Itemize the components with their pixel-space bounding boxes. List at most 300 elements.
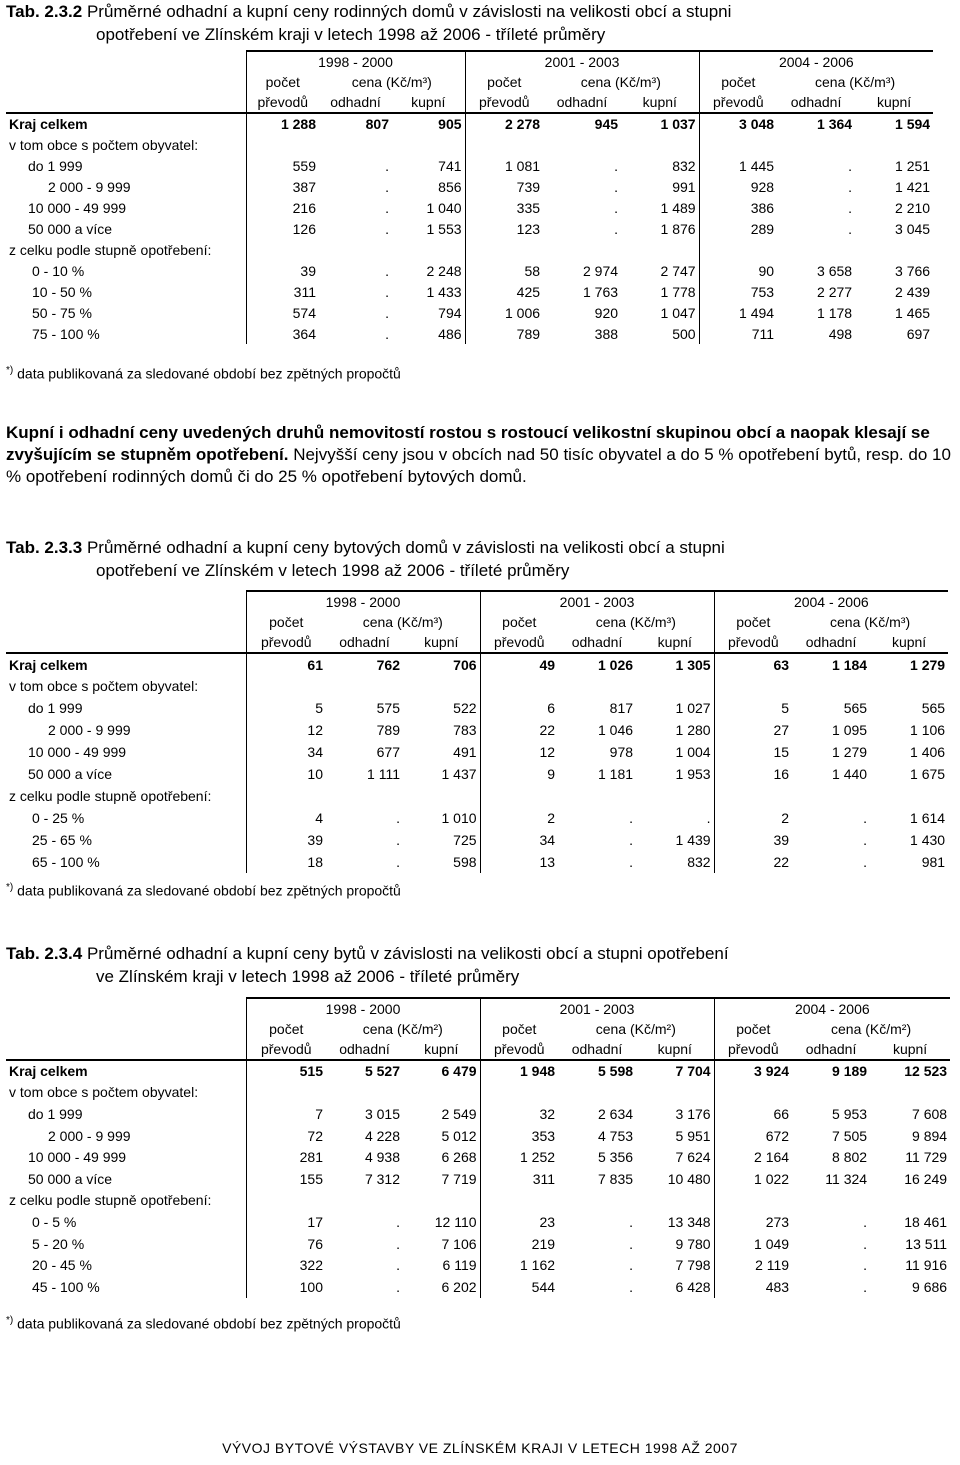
row-label: z celku podle stupně opotřebení: — [9, 788, 212, 804]
value-cell: 5 356 — [597, 1149, 634, 1166]
count-header: počet — [480, 1019, 558, 1039]
estimated-price-header: odhadní — [543, 92, 621, 113]
table-row — [6, 763, 948, 785]
value-cell: 12 110 — [434, 1213, 477, 1230]
value-cell: 672 — [714, 1125, 792, 1147]
count-header: počet — [714, 612, 792, 632]
empty-cell — [636, 675, 714, 697]
value-cell: . — [385, 304, 389, 321]
page-footer: VÝVOJ BYTOVÉ VÝSTAVBY VE ZLÍNSKÉM KRAJI V LETECH 1998 AŽ 2007 — [222, 1440, 738, 1456]
value-cell: 1 040 — [426, 199, 462, 216]
value-cell: 311 — [246, 281, 319, 302]
count-header: počet — [246, 72, 319, 92]
table-row — [6, 741, 948, 763]
value-cell: 10 480 — [667, 1170, 711, 1187]
value-cell: 4 228 — [364, 1127, 400, 1144]
value-cell: 13 348 — [667, 1213, 711, 1230]
price-unit-header: cena (Kč/m³) — [830, 614, 911, 630]
row-label: 10 000 - 49 999 — [28, 744, 127, 760]
transfers-header: převodů — [714, 1039, 792, 1060]
period-header: 2004 - 2006 — [699, 51, 933, 72]
header-periods-row — [6, 51, 933, 72]
value-cell: 7 704 — [675, 1063, 711, 1080]
empty-cell — [855, 134, 933, 155]
value-cell: . — [863, 1278, 868, 1295]
value-cell: 3 658 — [817, 262, 853, 279]
value-cell: 39 — [246, 260, 319, 281]
value-cell: 1 010 — [441, 810, 477, 826]
row-label: 5 - 20 % — [32, 1235, 85, 1252]
value-cell: 515 — [246, 1060, 326, 1082]
value-cell: . — [396, 854, 400, 870]
value-cell: . — [629, 854, 634, 870]
empty-cell — [558, 675, 636, 697]
value-cell: 1 433 — [426, 283, 462, 300]
value-cell: 1 953 — [675, 766, 711, 782]
row-label: z celku podle stupně opotřebení: — [9, 241, 212, 258]
table-row — [6, 1125, 950, 1147]
value-cell: 386 — [699, 197, 777, 218]
table-row — [6, 697, 948, 719]
value-cell: 16 — [714, 763, 792, 785]
table-row — [6, 1276, 950, 1298]
value-cell: 920 — [594, 304, 619, 321]
empty-cell — [699, 134, 777, 155]
value-cell: 7 — [246, 1103, 326, 1125]
value-cell: 1 037 — [660, 116, 696, 132]
value-cell: 5 951 — [675, 1127, 711, 1144]
section-row — [6, 1082, 950, 1104]
transfers-header: převodů — [480, 632, 558, 653]
value-cell: 9 — [480, 763, 558, 785]
value-cell: . — [706, 810, 711, 826]
header-measures-row — [6, 1019, 950, 1039]
summary-rest: Nejvyšší ceny jsou v obcích nad 50 tisíc obyvatel a do 5 % opotřebení bytů, resp. do 10 % opotřebení rodinných domů či do 25 % opotřebení bytových domů. — [6, 445, 951, 486]
value-cell: 1 027 — [675, 700, 711, 716]
row-label: 45 - 100 % — [32, 1278, 100, 1295]
value-cell: 1 440 — [832, 766, 868, 782]
value-cell: 2 549 — [441, 1105, 477, 1122]
value-cell: 364 — [246, 323, 319, 344]
table-row — [6, 1168, 950, 1190]
period-header: 2001 - 2003 — [480, 591, 714, 612]
empty-cell — [558, 1190, 636, 1212]
value-cell: 17 — [246, 1211, 326, 1233]
empty-cell — [465, 239, 543, 260]
value-cell: . — [629, 1213, 634, 1230]
estimated-price-header: odhadní — [777, 92, 855, 113]
empty-cell — [246, 785, 326, 807]
value-cell: 425 — [465, 281, 543, 302]
value-cell: 2 974 — [582, 262, 619, 279]
value-cell: 1 006 — [465, 302, 543, 323]
count-header: počet — [714, 1019, 792, 1039]
value-cell: 39 — [714, 829, 792, 851]
value-cell: 7 505 — [832, 1127, 868, 1144]
empty-cell — [870, 1190, 950, 1212]
value-cell: 7 312 — [364, 1170, 400, 1187]
estimated-price-header: odhadní — [792, 1039, 870, 1060]
value-cell: 762 — [376, 656, 400, 673]
price-unit-header: cena (Kč/m³) — [595, 614, 676, 630]
estimated-price-header: odhadní — [792, 632, 870, 653]
row-label: 10 000 - 49 999 — [28, 1149, 127, 1166]
value-cell: 4 938 — [364, 1149, 400, 1166]
value-cell: 2 210 — [895, 199, 931, 216]
table-row — [6, 281, 933, 302]
header-measures-row — [6, 612, 948, 632]
header-empty-cell — [6, 612, 246, 632]
count-header: počet — [699, 72, 777, 92]
value-cell: 12 — [480, 741, 558, 763]
header-sub-row — [6, 92, 933, 113]
empty-cell — [558, 1082, 636, 1104]
value-cell: 1 437 — [441, 766, 477, 782]
value-cell: 219 — [480, 1233, 558, 1255]
value-cell: 2 634 — [597, 1105, 634, 1122]
value-cell: 3 045 — [895, 220, 931, 237]
value-cell: . — [385, 178, 389, 195]
table3-footnote — [6, 1315, 401, 1332]
value-cell: 1 251 — [895, 157, 931, 174]
estimated-price-header: odhadní — [319, 92, 392, 113]
header-sub-row — [6, 1039, 950, 1060]
empty-cell — [792, 1190, 870, 1212]
value-cell: 7 608 — [912, 1105, 948, 1122]
value-cell: . — [396, 1213, 400, 1230]
value-cell: 7 835 — [597, 1170, 634, 1187]
value-cell: 565 — [921, 700, 946, 716]
value-cell: 794 — [438, 304, 462, 321]
value-cell: 12 523 — [904, 1063, 948, 1080]
value-cell: 559 — [246, 155, 319, 176]
value-cell: 289 — [699, 218, 777, 239]
row-label: 0 - 10 % — [32, 262, 85, 279]
value-cell: . — [396, 810, 400, 826]
header-periods-row — [6, 591, 948, 612]
empty-cell — [636, 1082, 714, 1104]
table3 — [6, 997, 950, 1298]
purchase-price-header: kupní — [636, 632, 714, 653]
transfers-header: převodů — [246, 1039, 326, 1060]
value-cell: 3 015 — [364, 1105, 400, 1122]
value-cell: 598 — [453, 854, 477, 870]
row-label: 0 - 25 % — [32, 810, 85, 826]
row-label: Kraj celkem — [9, 656, 88, 673]
value-cell: 34 — [480, 829, 558, 851]
row-label: 50 000 a více — [28, 766, 113, 782]
value-cell: 2 439 — [895, 283, 931, 300]
value-cell: 12 — [246, 719, 326, 741]
transfers-header: převodů — [480, 1039, 558, 1060]
value-cell: 311 — [480, 1168, 558, 1190]
value-cell: . — [629, 1278, 634, 1295]
table2-title-prefix: Tab. 2.3.3 — [6, 538, 83, 557]
table2-title — [6, 536, 725, 582]
value-cell: 4 753 — [597, 1127, 634, 1144]
value-cell: 1 553 — [426, 220, 462, 237]
value-cell: 1 439 — [675, 832, 711, 848]
table-row — [6, 176, 933, 197]
value-cell: 10 — [246, 763, 326, 785]
value-cell: 7 798 — [675, 1257, 711, 1274]
footnote-text: data publikovaná za sledované období bez zpětných propočtů — [17, 365, 401, 382]
transfers-header: převodů — [246, 632, 326, 653]
empty-cell — [855, 239, 933, 260]
value-cell: 335 — [465, 197, 543, 218]
value-cell: 5 012 — [441, 1127, 477, 1144]
value-cell: 61 — [246, 653, 326, 675]
table-row — [6, 302, 933, 323]
table1-title — [6, 0, 731, 46]
value-cell: 1 279 — [910, 656, 946, 673]
table-row — [6, 260, 933, 281]
table-row — [6, 323, 933, 344]
value-cell: 741 — [438, 157, 462, 174]
value-cell: 1 111 — [367, 766, 400, 782]
value-cell: 72 — [246, 1125, 326, 1147]
value-cell: 5 — [714, 697, 792, 719]
price-unit-header: cena (Kč/m³) — [362, 614, 443, 630]
value-cell: 1 876 — [660, 220, 696, 237]
value-cell: . — [863, 1257, 868, 1274]
table-row — [6, 218, 933, 239]
value-cell: 1 614 — [910, 810, 946, 826]
purchase-price-header: kupní — [403, 632, 480, 653]
section-row — [6, 785, 948, 807]
value-cell: 1 184 — [832, 656, 868, 673]
value-cell: 753 — [699, 281, 777, 302]
value-cell: 49 — [480, 653, 558, 675]
value-cell: 5 527 — [364, 1063, 400, 1080]
value-cell: 1 465 — [895, 304, 931, 321]
row-label: v tom obce s počtem obyvatel: — [9, 136, 199, 153]
period-header: 1998 - 2000 — [246, 51, 465, 72]
value-cell: 63 — [714, 653, 792, 675]
empty-cell — [870, 785, 948, 807]
value-cell: 3 176 — [675, 1105, 711, 1122]
table1-title-line2: opotřebení ve Zlínském kraji v letech 1998 až 2006 - tříleté průměry — [96, 25, 606, 44]
value-cell: 1 106 — [910, 722, 946, 738]
empty-cell — [392, 239, 465, 260]
empty-cell — [714, 1082, 792, 1104]
period-header: 2004 - 2006 — [714, 998, 950, 1019]
value-cell: . — [848, 157, 853, 174]
price-unit-header: cena (Kč/m²) — [362, 1021, 443, 1037]
value-cell: 90 — [699, 260, 777, 281]
estimated-price-header: odhadní — [558, 1039, 636, 1060]
value-cell: 1 489 — [660, 199, 696, 216]
row-label: 10 000 - 49 999 — [28, 199, 127, 216]
table1-title-prefix: Tab. 2.3.2 — [6, 2, 83, 21]
empty-cell — [246, 1190, 326, 1212]
row-label: 2 000 - 9 999 — [48, 722, 131, 738]
table2-footnote — [6, 882, 401, 899]
value-cell: 66 — [714, 1103, 792, 1125]
value-cell: . — [614, 199, 619, 216]
total-row — [6, 1060, 950, 1082]
value-cell: . — [385, 283, 389, 300]
row-label: do 1 999 — [28, 700, 83, 716]
value-cell: 981 — [921, 854, 946, 870]
value-cell: 1 288 — [246, 113, 319, 134]
value-cell: . — [396, 1278, 400, 1295]
value-cell: 7 719 — [441, 1170, 477, 1187]
row-label: v tom obce s počtem obyvatel: — [9, 1084, 199, 1101]
empty-cell — [714, 675, 792, 697]
value-cell: 387 — [246, 176, 319, 197]
value-cell: . — [863, 854, 868, 870]
value-cell: 6 — [480, 697, 558, 719]
empty-cell — [777, 134, 855, 155]
empty-cell — [319, 134, 392, 155]
value-cell: . — [396, 1235, 400, 1252]
empty-cell — [621, 239, 699, 260]
row-label: 20 - 45 % — [32, 1257, 92, 1274]
empty-cell — [543, 239, 621, 260]
value-cell: 1 364 — [817, 116, 853, 132]
value-cell: 832 — [672, 157, 696, 174]
table2-title-line2: opotřebení ve Zlínském v letech 1998 až 2006 - tříleté průměry — [96, 561, 570, 580]
purchase-price-header: kupní — [855, 92, 933, 113]
value-cell: 216 — [246, 197, 319, 218]
empty-cell — [543, 134, 621, 155]
empty-cell — [792, 675, 870, 697]
value-cell: 1 675 — [910, 766, 946, 782]
table3-title — [6, 942, 729, 988]
value-cell: 486 — [438, 325, 462, 342]
table-row — [6, 1254, 950, 1276]
purchase-price-header: kupní — [870, 632, 948, 653]
row-label: 75 - 100 % — [32, 325, 100, 342]
value-cell: 2 119 — [714, 1254, 792, 1276]
value-cell: 155 — [246, 1168, 326, 1190]
value-cell: 1 279 — [832, 744, 868, 760]
value-cell: . — [863, 1213, 868, 1230]
value-cell: 9 189 — [832, 1063, 868, 1080]
table-row — [6, 155, 933, 176]
empty-cell — [714, 785, 792, 807]
value-cell: 2 248 — [426, 262, 462, 279]
value-cell: 13 — [480, 851, 558, 873]
table-row — [6, 1233, 950, 1255]
empty-cell — [403, 1082, 480, 1104]
value-cell: 574 — [246, 302, 319, 323]
value-cell: 100 — [246, 1276, 326, 1298]
table3-title-line2: ve Zlínském kraji v letech 1998 až 2006 - tříleté průměry — [96, 967, 520, 986]
value-cell: 991 — [672, 178, 696, 195]
empty-cell — [246, 134, 319, 155]
value-cell: 2 277 — [817, 283, 853, 300]
value-cell: 32 — [480, 1103, 558, 1125]
period-header: 2001 - 2003 — [465, 51, 699, 72]
value-cell: 1 047 — [660, 304, 696, 321]
value-cell: 58 — [465, 260, 543, 281]
empty-cell — [326, 1190, 403, 1212]
value-cell: 1 494 — [699, 302, 777, 323]
value-cell: 3 924 — [714, 1060, 792, 1082]
table3-title-prefix: Tab. 2.3.4 — [6, 944, 83, 963]
value-cell: . — [863, 810, 868, 826]
row-label: do 1 999 — [28, 1105, 83, 1122]
value-cell: 6 479 — [441, 1063, 477, 1080]
empty-cell — [246, 1082, 326, 1104]
empty-cell — [480, 1190, 558, 1212]
empty-cell — [792, 1082, 870, 1104]
value-cell: 13 511 — [905, 1235, 948, 1252]
value-cell: 1 778 — [660, 283, 696, 300]
value-cell: 11 324 — [825, 1170, 868, 1187]
value-cell: 498 — [828, 325, 853, 342]
value-cell: 1 445 — [699, 155, 777, 176]
value-cell: 1 763 — [582, 283, 619, 300]
count-header: počet — [246, 612, 326, 632]
table-row — [6, 197, 933, 218]
value-cell: 783 — [453, 722, 477, 738]
value-cell: 15 — [714, 741, 792, 763]
empty-cell — [777, 239, 855, 260]
value-cell: 3 048 — [699, 113, 777, 134]
purchase-price-header: kupní — [621, 92, 699, 113]
total-row — [6, 113, 933, 134]
value-cell: 2 — [480, 807, 558, 829]
value-cell: 39 — [246, 829, 326, 851]
footnote-mark: *) — [6, 882, 14, 893]
value-cell: . — [614, 178, 619, 195]
value-cell: 483 — [714, 1276, 792, 1298]
value-cell: 1 081 — [465, 155, 543, 176]
value-cell: 18 — [246, 851, 326, 873]
value-cell: . — [863, 832, 868, 848]
value-cell: 1 252 — [480, 1146, 558, 1168]
value-cell: 4 — [246, 807, 326, 829]
value-cell: 3 766 — [895, 262, 931, 279]
value-cell: 5 598 — [597, 1063, 634, 1080]
estimated-price-header: odhadní — [326, 632, 403, 653]
period-header: 1998 - 2000 — [246, 998, 480, 1019]
purchase-price-header: kupní — [870, 1039, 950, 1060]
empty-cell — [792, 785, 870, 807]
value-cell: 1 181 — [597, 766, 634, 782]
value-cell: 27 — [714, 719, 792, 741]
empty-cell — [403, 675, 480, 697]
value-cell: 1 046 — [597, 722, 634, 738]
header-empty-cell — [6, 998, 246, 1019]
value-cell: 1 406 — [910, 744, 946, 760]
row-label: 0 - 5 % — [32, 1213, 77, 1230]
value-cell: 9 686 — [912, 1278, 948, 1295]
value-cell: 1 430 — [910, 832, 946, 848]
empty-cell — [480, 1082, 558, 1104]
empty-cell — [403, 1190, 480, 1212]
empty-cell — [480, 785, 558, 807]
empty-cell — [870, 1082, 950, 1104]
table-row — [6, 1103, 950, 1125]
table-row — [6, 807, 948, 829]
value-cell: 11 916 — [905, 1257, 948, 1274]
value-cell: 1 022 — [714, 1168, 792, 1190]
total-row — [6, 653, 948, 675]
empty-cell — [326, 675, 403, 697]
value-cell: 856 — [438, 178, 462, 195]
count-header: počet — [465, 72, 543, 92]
count-header: počet — [246, 1019, 326, 1039]
value-cell: 16 249 — [904, 1170, 948, 1187]
value-cell: 8 802 — [832, 1149, 868, 1166]
purchase-price-header: kupní — [392, 92, 465, 113]
row-label: do 1 999 — [28, 157, 83, 174]
empty-cell — [636, 785, 714, 807]
